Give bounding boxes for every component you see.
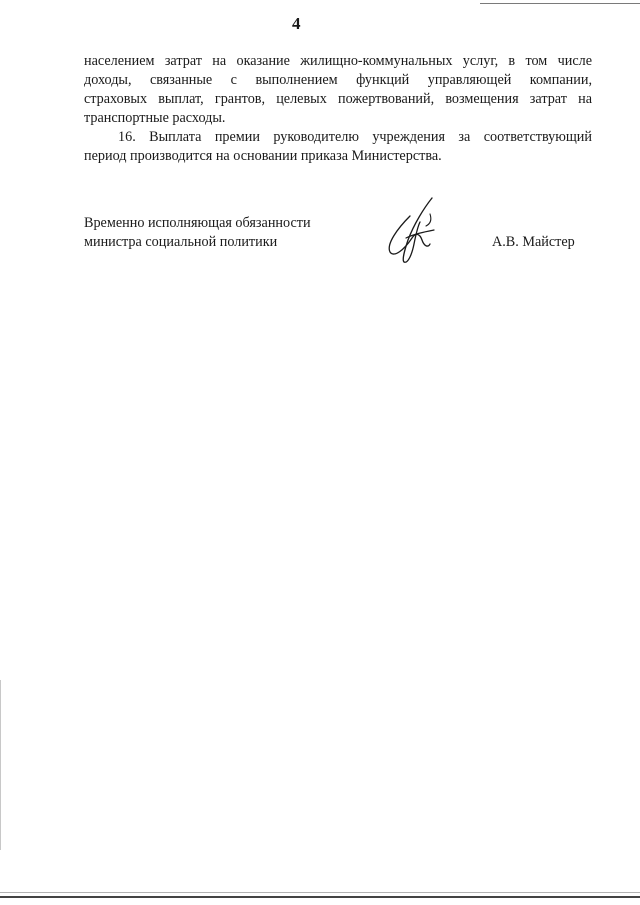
signer-title (84, 214, 384, 252)
text-line: доходы, связанные с выполнением функций управляющей компании, (84, 72, 592, 88)
scan-edge-line (480, 3, 640, 4)
signature-block (84, 214, 592, 284)
signer-title-line: министра социальной политики (84, 234, 278, 250)
paragraph-16 (84, 128, 592, 166)
scan-edge-line (0, 892, 640, 893)
text-line: период производится на основании приказа Министерства. (84, 148, 442, 164)
signer-title-line: Временно исполняющая обязанности (84, 215, 311, 231)
page-number: 4 (292, 14, 301, 33)
text-line: транспортные расходы. (84, 110, 226, 126)
scan-edge-line (0, 896, 640, 898)
paragraph-continuation (84, 52, 592, 128)
text-line: страховых выплат, грантов, целевых пожертвований, возмещения затрат на (84, 91, 592, 107)
handwritten-signature (380, 194, 450, 266)
signer-name: А.В. Майстер (492, 234, 575, 250)
text-line: населением затрат на оказание жилищно-коммунальных услуг, в том числе (84, 53, 592, 69)
scan-edge-line (0, 680, 1, 850)
text-line: 16. Выплата премии руководителю учреждения за соответствующий (118, 129, 592, 145)
document-body (84, 52, 592, 166)
